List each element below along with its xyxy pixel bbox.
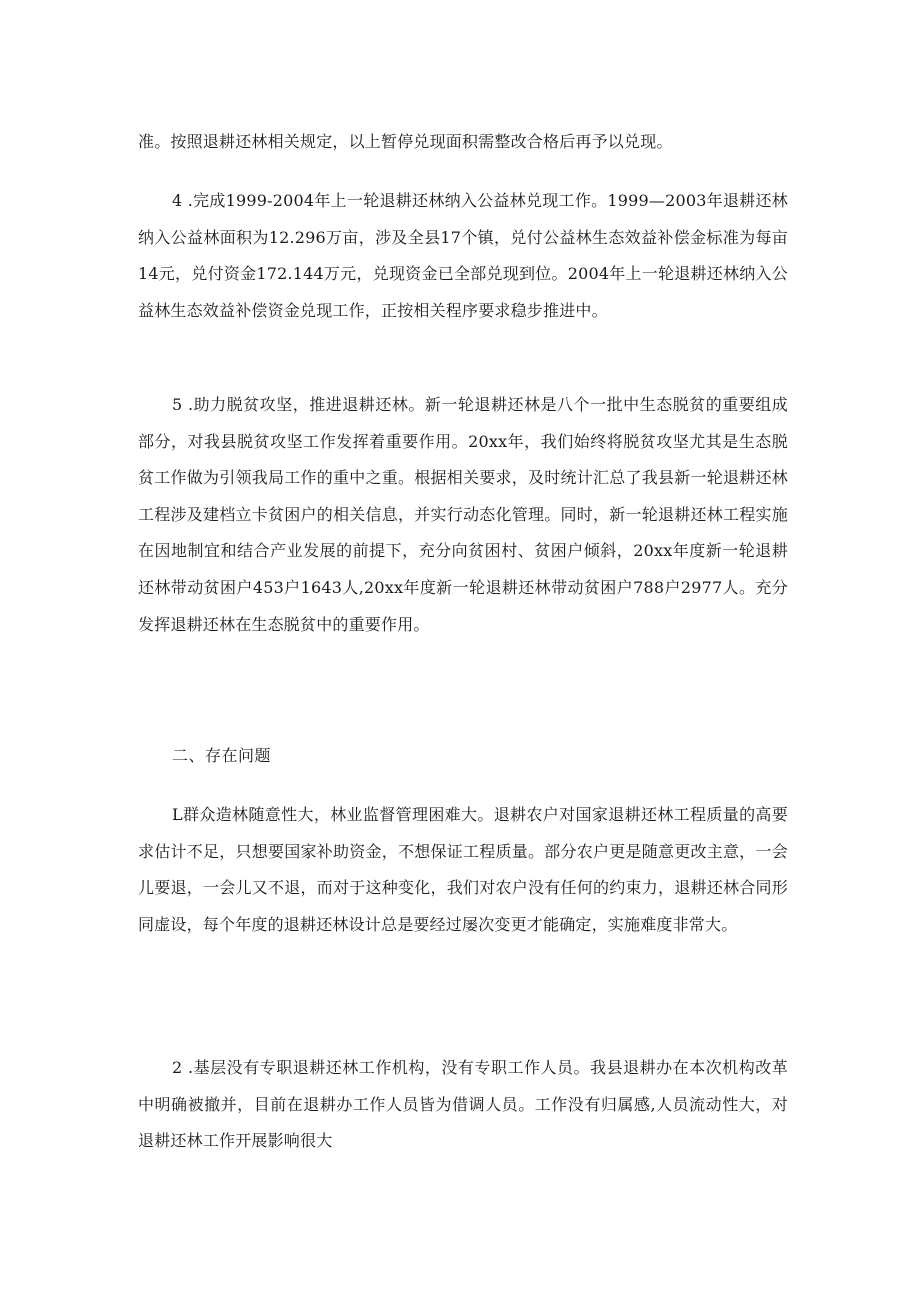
paragraph-continuation: 准。按照退耕还林相关规定，以上暂停兑现面积需整改合格后再予以兑现。: [138, 132, 673, 151]
paragraph-problem-1: L群众造林随意性大，林业监督管理困难大。退耕农户对国家退耕还林工程质量的高要求估计不足，只想要国家补助资金，不想保证工程质量。部分农户更是随意更改主意，一会儿要退，一会儿又不退，而对于这种变化，我们对农户没有任何的约束力，退耕还林合同形同虚设，每个年度的退耕还林设计总是要经过屡次变更才能确定，实施难度非常大。: [138, 805, 788, 934]
paragraph-item-5: 5 .助力脱贫攻坚，推进退耕还林。新一轮退耕还林是八个一批中生态脱贫的重要组成部分，对我县脱贫攻坚工作发挥着重要作用。20xx年，我们始终将脱贫攻坚尤其是生态脱贫工作做为引领我局工作的重中之重。根据相关要求，及时统计汇总了我县新一轮退耕还林工程涉及建档立卡贫困户的相关信息，并实行动态化管理。同时，新一轮退耕还林工程实施在因地制宜和结合产业发展的前提下，充分向贫困村、贫困户倾斜，20xx年度新一轮退耕还林带动贫困户453户1643人,20xx年度新一轮退耕还林带动贫困户788户2977人。充分发挥退耕还林在生态脱贫中的重要作用。: [138, 395, 788, 634]
paragraph-problem-2: 2 .基层没有专职退耕还林工作机构，没有专职工作人员。我县退耕办在本次机构改革中明确被撤并，目前在退耕办工作人员皆为借调人员。工作没有归属感,人员流动性大，对退耕还林工作开展影响很大: [138, 1058, 788, 1151]
paragraph-item-4: 4 .完成1999-2004年上一轮退耕还林纳入公益林兑现工作。1999—2003年退耕还林纳入公益林面积为12.296万亩，涉及全县17个镇，兑付公益林生态效益补偿金标准为每亩14元，兑付资金172.144万元，兑现资金已全部兑现到位。2004年上一轮退耕还林纳入公益林生态效益补偿资金兑现工作，正按相关程序要求稳步推进中。: [138, 191, 788, 320]
section-heading-problems: 二、存在问题: [172, 746, 272, 765]
